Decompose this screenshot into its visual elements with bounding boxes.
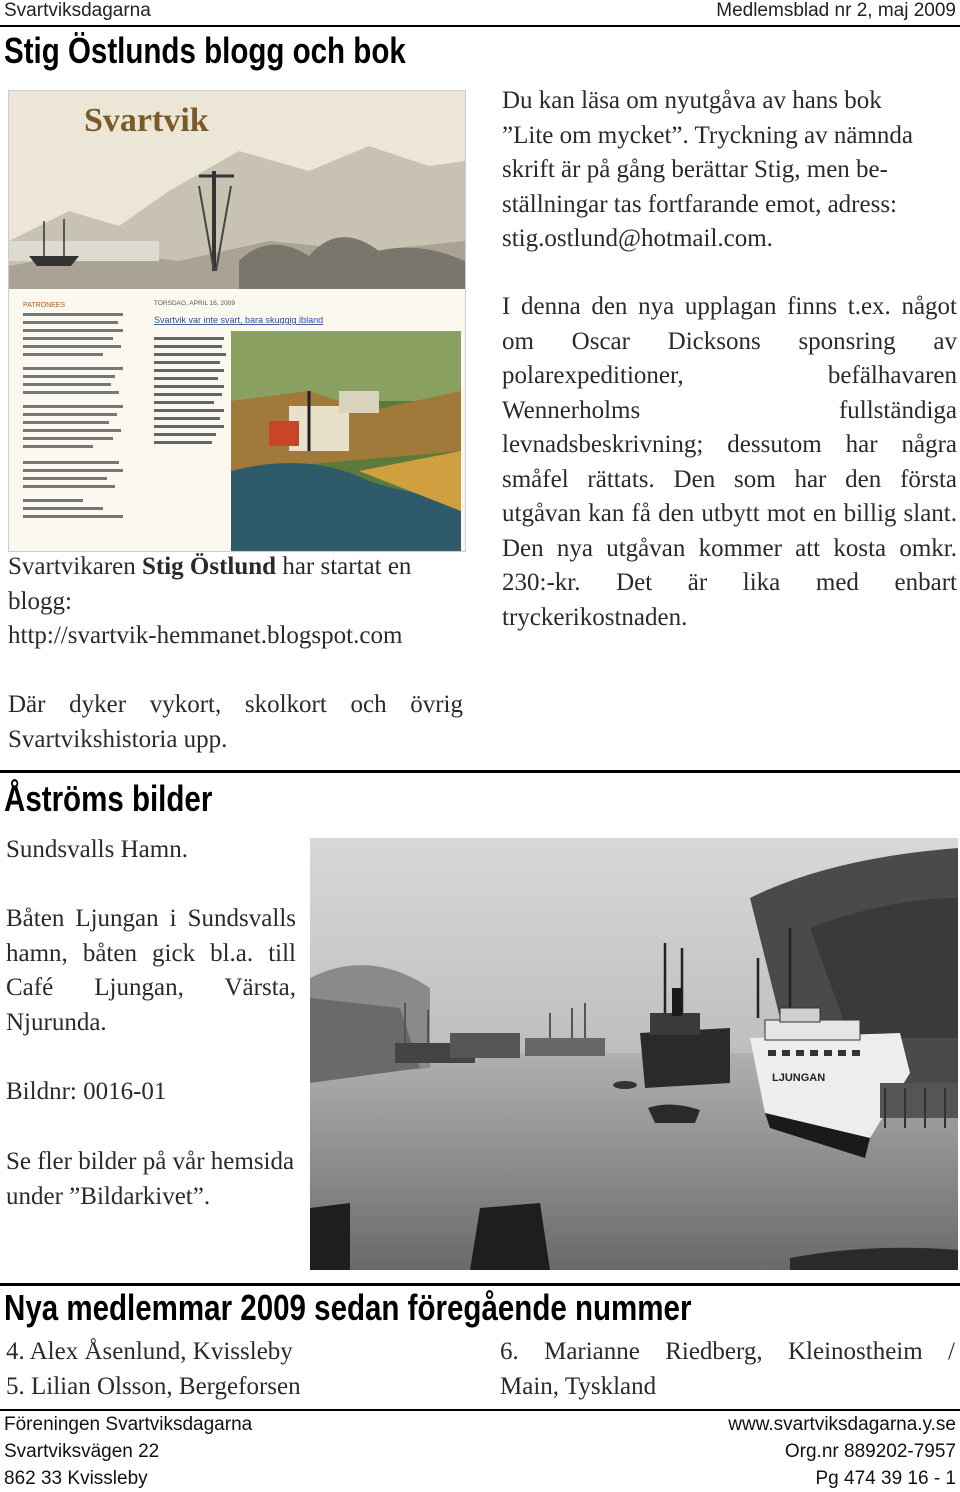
caption-name: Stig Östlund: [141, 553, 277, 580]
blog-screenshot-image: [8, 90, 466, 552]
footer-orgnr: Org.nr 889202-7957: [784, 1441, 956, 1462]
article-title-blog: Stig Östlunds blogg och bok: [4, 30, 406, 71]
book-line-1: Du kan läsa om nyutgåva av hans bok: [502, 87, 882, 114]
member-item: 5. Lilian Olsson, Bergeforsen: [6, 1372, 301, 1400]
book-email[interactable]: stig.ostlund@hotmail.com.: [502, 225, 773, 252]
member-item: 6. Marianne Riedberg, Kleinostheim /: [500, 1338, 955, 1365]
book-line-3: skrift är på gång berättar Stig, men be-: [502, 156, 888, 183]
member-item: 4. Alex Åsenlund, Kvissleby: [6, 1338, 293, 1365]
book-line-2: ”Lite om mycket”. Tryckning av nämnda: [502, 121, 914, 149]
book-paragraph-1: [502, 84, 957, 257]
blog-post-title: Svartvik var inte svart, bara skuggig ibland: [154, 315, 324, 325]
blog-caption: [8, 550, 468, 654]
photo-subtitle: Sundsvalls Hamn.: [6, 836, 188, 863]
harbour-photo: [310, 838, 958, 1270]
blog-profile-heading: PATRONEES: [23, 302, 66, 309]
article-title-new-members: Nya medlemmar 2009 sedan föregående nummer: [4, 1287, 692, 1328]
photo-description: Båten Ljungan i Sundsvalls hamn, båten gick bl.a. till Café Ljungan, Värsta, Njurunda.: [6, 905, 296, 1036]
section-rule-2: [0, 1283, 960, 1286]
footer-right: [728, 1411, 956, 1492]
footer-website-link[interactable]: www.svartviksdagarna.y.se: [728, 1414, 956, 1435]
footer-org: Föreningen Svartviksdagarna: [4, 1414, 253, 1435]
more-photos-note: Se fler bilder på vår hemsida under ”Bildarkivet”.: [6, 1148, 295, 1210]
book-paragraph-2: I denna den nya upplagan finns t.ex. något om Oscar Dicksons sponsring av polarexpeditioner, befälhavaren Wennerholms fullständiga levnadsbeskrivning; dessutom har några småfel rättats. Den som har den första utgåvan kan få den utbytt mot en billig slant. Den nya utgåvan kommer att kosta omkr. 230:-kr. Det är lika med enbart tryckerikostnaden.: [502, 293, 957, 631]
publication-name: Svartviksdagarna: [4, 0, 151, 21]
blog-post-date: TORSDAG, APRIL 16, 2009: [154, 300, 235, 307]
footer-street: Svartviksvägen 22: [4, 1441, 160, 1462]
issue-label: Medlemsblad nr 2, maj 2009: [716, 0, 956, 21]
member-item-cont: Main, Tyskland: [500, 1372, 657, 1400]
footer-left: [4, 1411, 252, 1492]
blog-banner-text: Svartvik: [84, 102, 209, 139]
new-members-list-left: [6, 1335, 476, 1404]
footer-pg: Pg 474 39 16 - 1: [815, 1468, 956, 1489]
boat-name-text: LJUNGAN: [772, 1072, 826, 1084]
book-line-4: ställningar tas fortfarande emot, adress:: [502, 190, 897, 218]
blog-paragraph-left: Där dyker vykort, skolkort och övrig Svartvikshistoria upp.: [8, 691, 463, 753]
article-title-astrom: Åströms bilder: [4, 778, 213, 819]
new-members-list-right: [500, 1335, 955, 1404]
footer-postal: 862 33 Kvissleby: [4, 1468, 148, 1489]
photo-number: Bildnr: 0016-01: [6, 1078, 167, 1105]
caption-text: Svartvikaren: [8, 553, 142, 580]
section-rule-1: [0, 770, 960, 773]
header-rule: [0, 25, 960, 27]
caption-text-2: har startat en blogg:: [8, 553, 412, 615]
blog-url-link[interactable]: http://svartvik-hemmanet.blogspot.com: [8, 622, 403, 649]
